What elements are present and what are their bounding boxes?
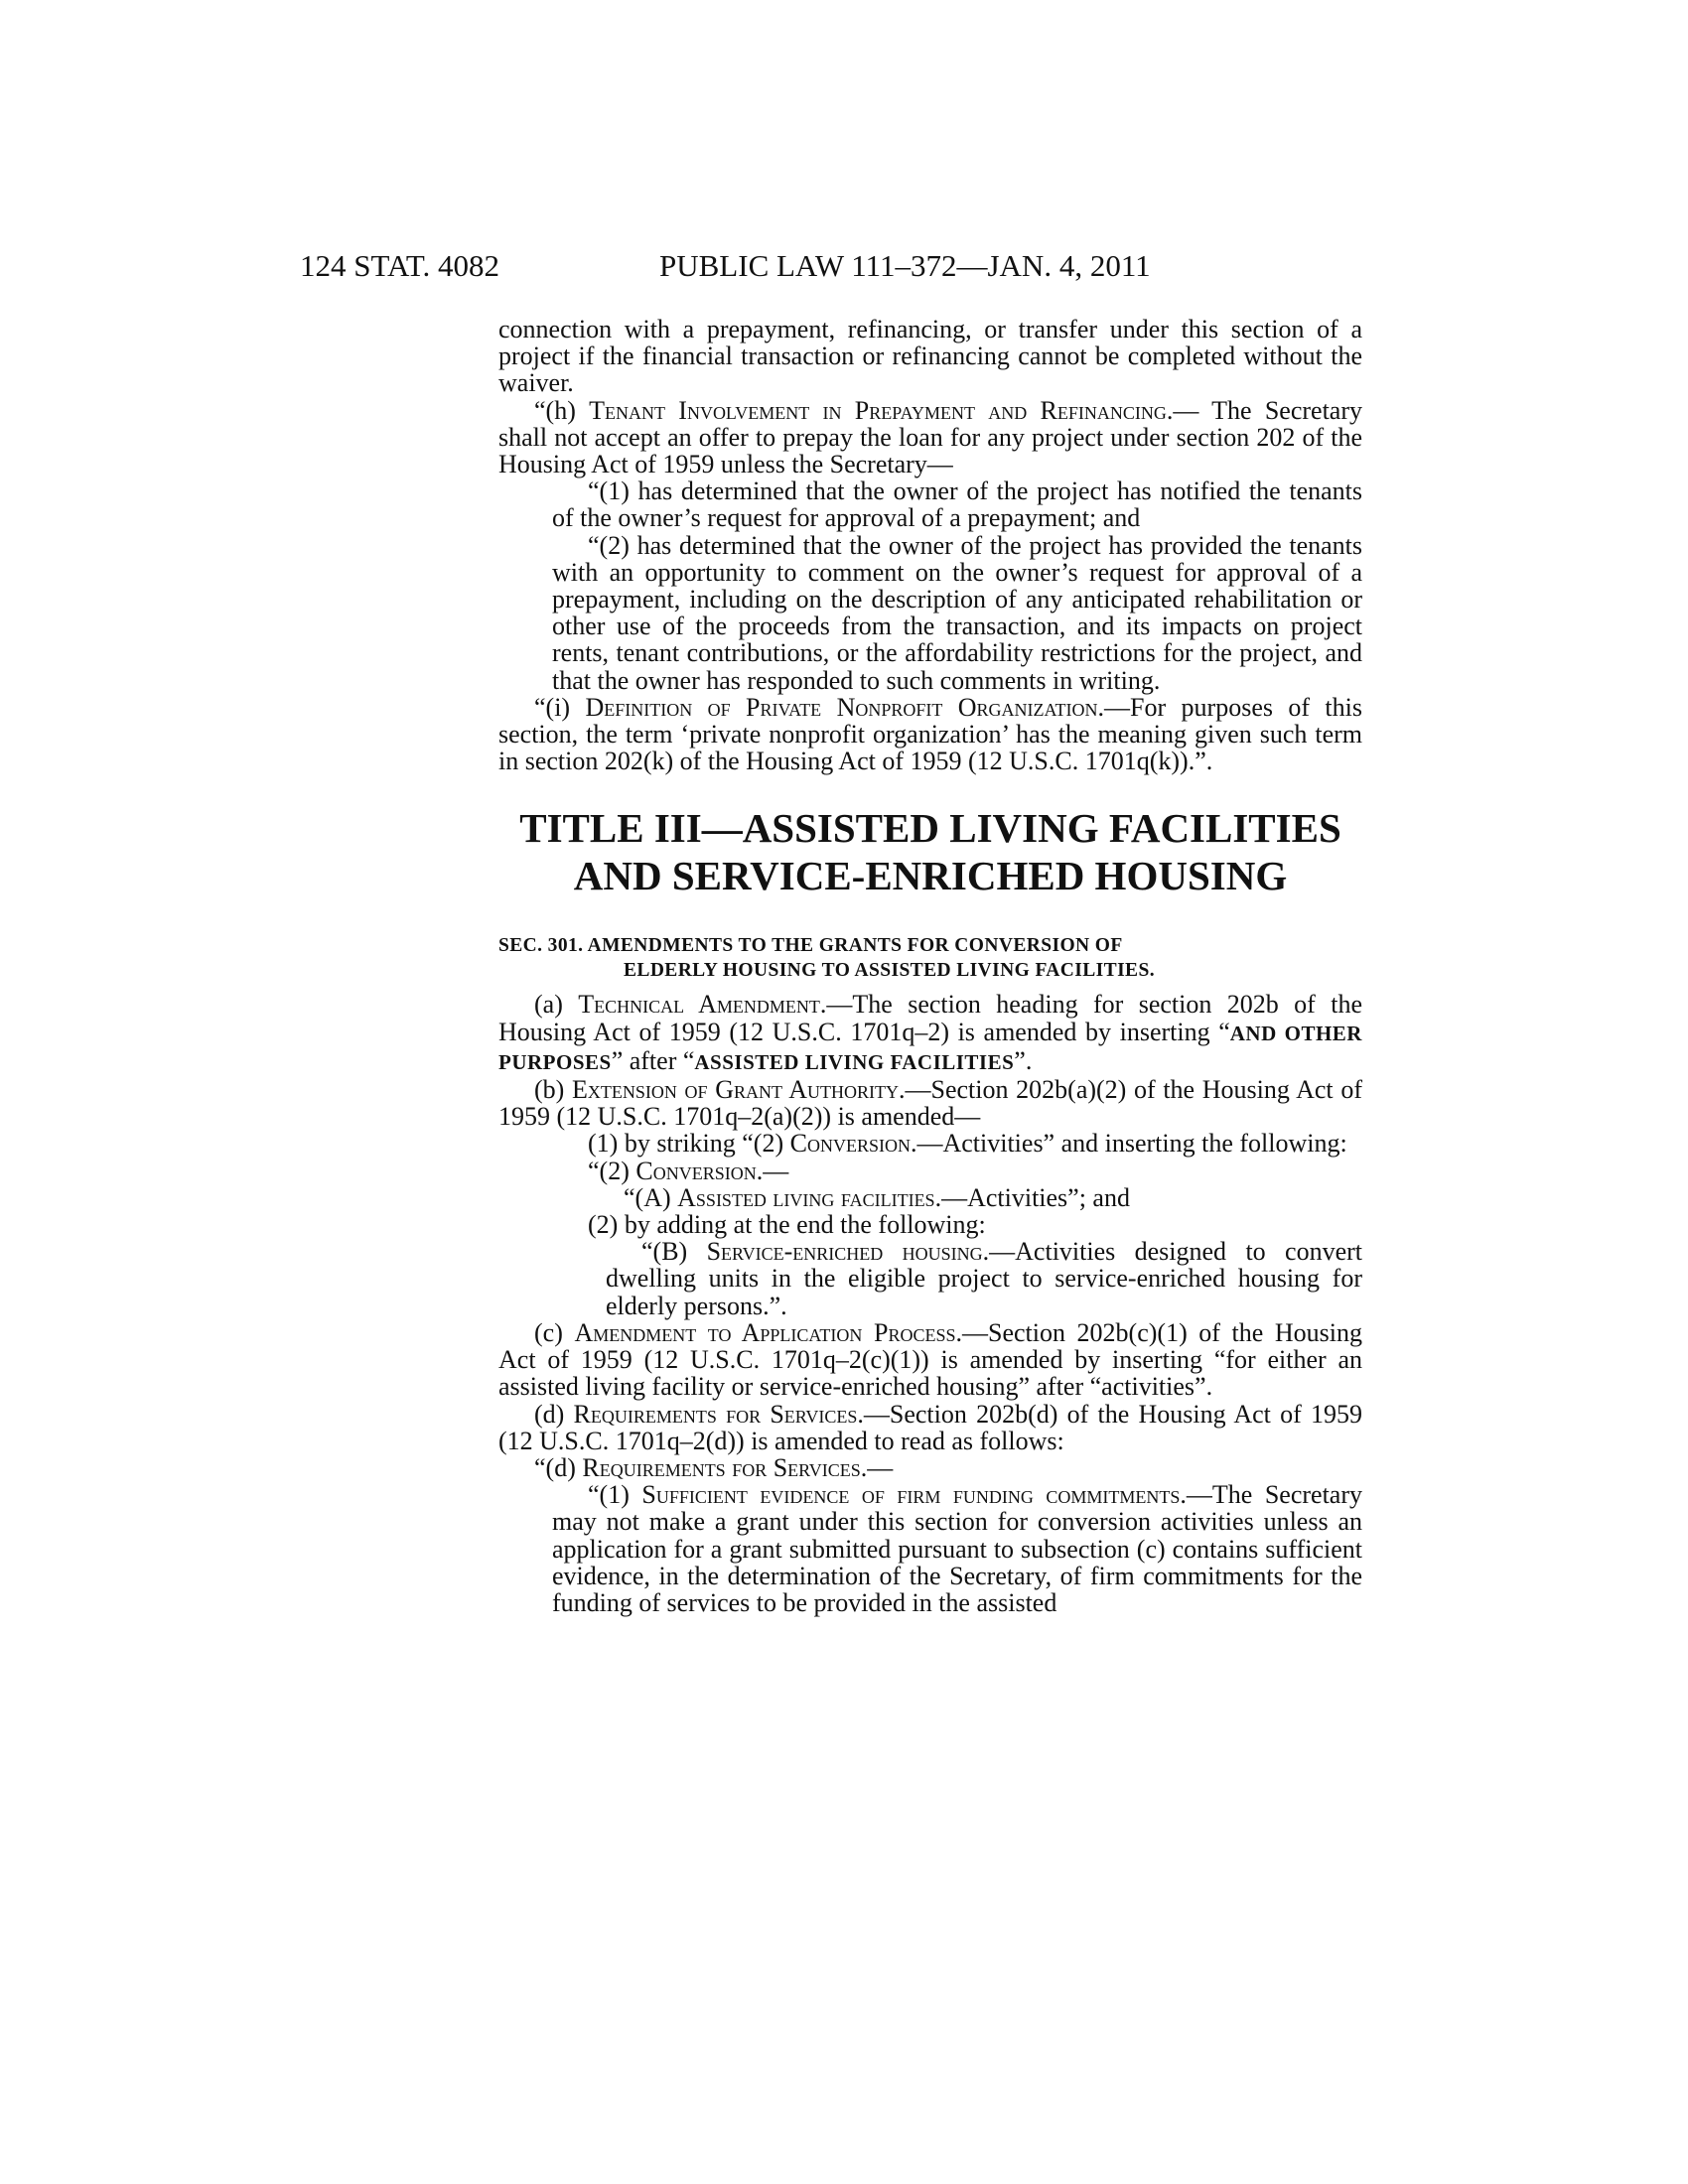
subsection-i: “(i) Definition of Private Nonprofit Organization.—For purposes of this section, the term ‘private nonprofit organization’ has the meaning given such term in section 202(k) of the Housing Act of 1959 (12 U.S.C. 1701q(k)).”. — [498, 692, 1362, 776]
subsection-a-heading: Technical Amendment. — [578, 990, 827, 1020]
title-line-1: TITLE III—ASSISTED LIVING FACILITIES — [519, 805, 1341, 852]
page-header — [300, 246, 1213, 286]
subsection-d-heading: Requirements for Services. — [573, 1399, 864, 1429]
paragraph-h-2: “(2) has determined that the owner of the project has provided the tenants with an opportunity to comment on the owner’s request for approval of a prepayment, including on the description of any anticipated rehabilitation or other use of the proceeds from the transaction, and its impacts on project rents, tenant contributions, or the affordability restrictions for the project, and that the owner has responded to such comments in writing. — [552, 530, 1362, 695]
subsection-b-heading: Extension of Grant Authority. — [572, 1075, 906, 1105]
paragraph-continuation: connection with a prepayment, refinancing, or transfer under this section of a project if the financial transaction or refinancing cannot be completed without the waiver. — [498, 315, 1362, 398]
subsection-h-heading: Tenant Involvement in Prepayment and Refinancing. — [589, 395, 1174, 425]
quoted-subsection-d: “(d) Requirements for Services.— — [534, 1452, 894, 1482]
paragraph-b-2: (2) by adding at the end the following: — [588, 1210, 986, 1240]
section-heading-line-2: ELDERLY HOUSING TO ASSISTED LIVING FACILITIES. — [624, 960, 1155, 982]
subsection-c: (c) Amendment to Application Process.—Section 202b(c)(1) of the Housing Act of 1959 (12 U.S.C. 1701q–2(c)(1)) is amended by inserting “for either an assisted living facility or service-enriched housing” after “activities”. — [498, 1317, 1363, 1402]
document-body — [498, 316, 1362, 1616]
subsection-h: “(h) Tenant Involvement in Prepayment and Refinancing.— The Secretary shall not accept an offer to prepay the loan for any project under section 202 of the Housing Act of 1959 unless the Secretary— — [498, 395, 1362, 479]
statute-page-number: 124 STAT. 4082 — [300, 248, 500, 283]
paragraph-b-1: (1) by striking “(2) Conversion.—Activities” and inserting the following: — [588, 1129, 1347, 1159]
quoted-paragraph-d-1: “(1) Sufficient evidence of firm funding commitments.—The Secretary may not make a grant under this section for conversion activities unless an application for a grant submitted pursuant to subsection (c) contains sufficient evidence, in the determination of the Secretary, of firm commitments for the funding of services to be provided in the assisted — [552, 1480, 1362, 1617]
quoted-subparagraph-b: “(B) Service-enriched housing.—Activities designed to convert dwelling units in the eligible project to service-enriched housing for elderly persons.”. — [606, 1237, 1363, 1320]
paragraph-h-1: “(1) has determined that the owner of the project has notified the tenants of the owner’s request for approval of a prepayment; and — [552, 477, 1362, 533]
subsection-b: (b) Extension of Grant Authority.—Section 202b(a)(2) of the Housing Act of 1959 (12 U.S.C. 1701q–2(a)(2)) is amended— — [498, 1075, 1362, 1132]
public-law-citation: PUBLIC LAW 111–372—JAN. 4, 2011 — [659, 248, 1151, 283]
subsection-d: (d) Requirements for Services.—Section 202b(d) of the Housing Act of 1959 (12 U.S.C. 1701q–2(d)) is amended to read as follows: — [498, 1399, 1362, 1455]
title-line-2: AND SERVICE-ENRICHED HOUSING — [573, 853, 1288, 899]
quoted-paragraph-2: “(2) Conversion.— — [588, 1156, 789, 1185]
title-heading — [498, 804, 1362, 899]
subsection-i-heading: Definition of Private Nonprofit Organization. — [585, 692, 1105, 722]
subsection-c-heading: Amendment to Application Process. — [574, 1317, 962, 1347]
quoted-subparagraph-a: “(A) Assisted living facilities.—Activities”; and — [624, 1182, 1130, 1212]
section-heading — [498, 933, 1362, 983]
section-heading-line-1: SEC. 301. AMENDMENTS TO THE GRANTS FOR CONVERSION OF — [498, 935, 1123, 957]
subsection-a: (a) Technical Amendment.—The section heading for section 202b of the Housing Act of 1959 (12 U.S.C. 1701q–2) is amended by inserting “AND OTHER PURPOSES” after “ASSISTED LIVING FACILITIES”. — [498, 990, 1362, 1075]
